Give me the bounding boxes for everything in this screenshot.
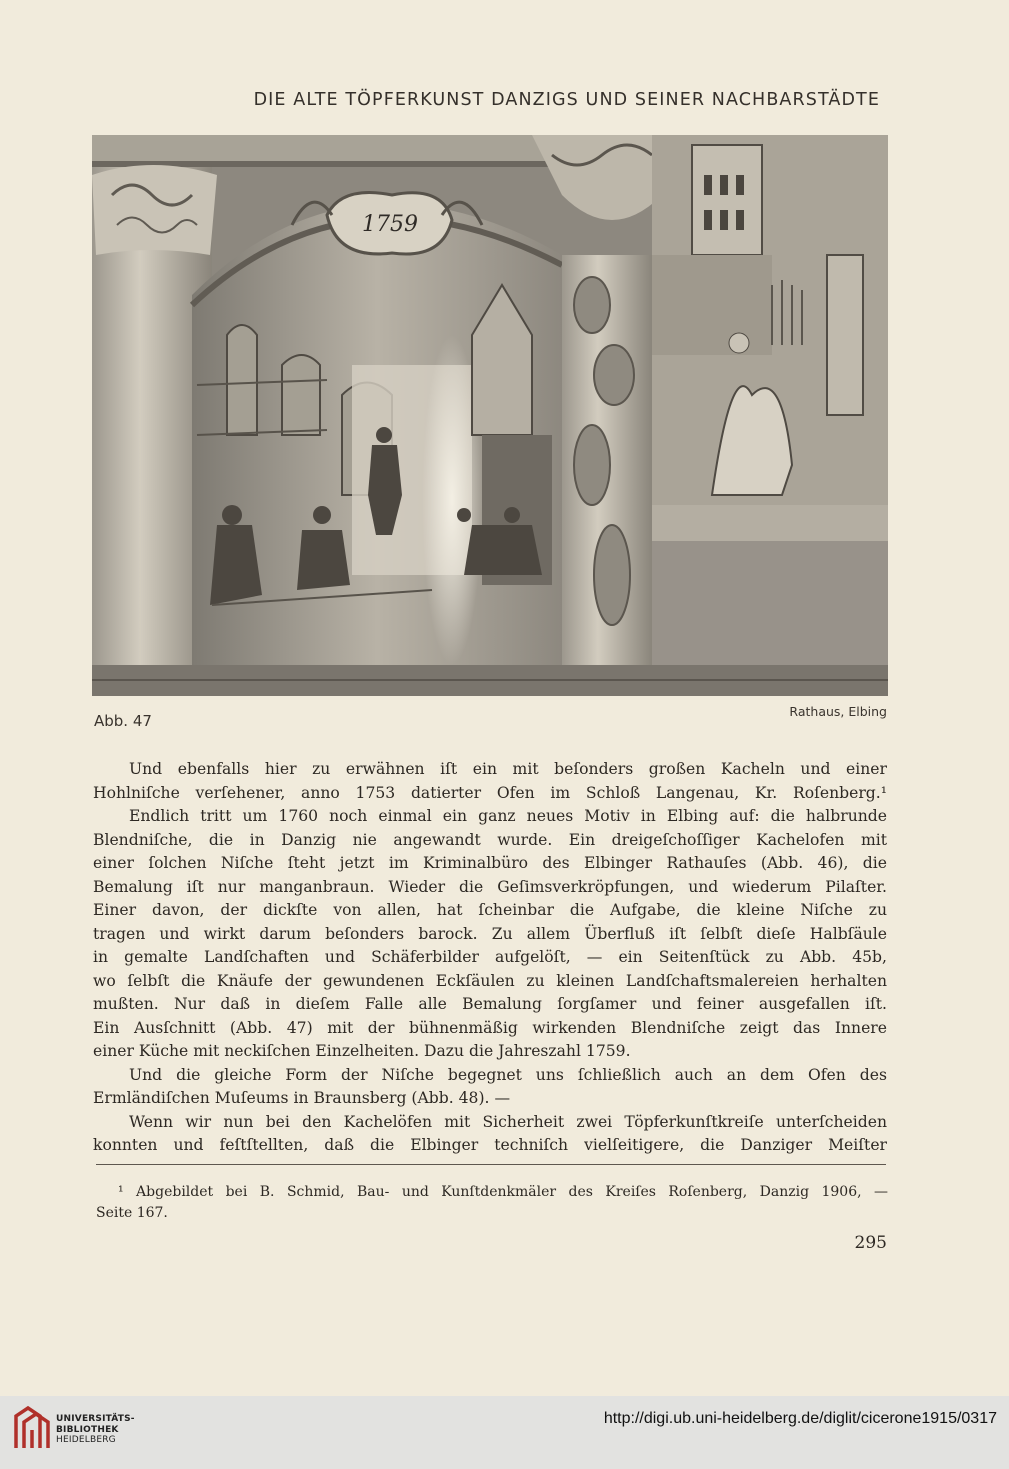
footnote-rule [96,1164,886,1165]
viewer-footer [0,1396,1009,1469]
text-line: wo ſelbſt die Knäufe der gewundenen Eckſäulen zu kleinen Landſchaftsmalereien herhalten [93,971,887,990]
text-line: Wenn wir nun bei den Kachelöfen mit Sicherheit zwei Töpferkunſtkreiſe unterſcheiden [129,1112,887,1131]
permalink-url[interactable]: http://digi.ub.uni-heidelberg.de/diglit/cicerone1915/0317 [603,1410,997,1427]
text-line: Und ebenfalls hier zu erwähnen iſt ein mit beſonders großen Kacheln und einer [129,760,887,778]
footnote [96,1182,888,1224]
text-line: Endlich tritt um 1760 noch einmal ein ganz neues Motiv in Elbing auf: die halbrunde [129,807,887,825]
text-line: Einer davon, der dickſte von allen, hat ſcheinbar die Aufgabe, die kleine Niſche zu [93,901,887,919]
library-name-line: UNIVERSITÄTS- [56,1414,135,1424]
body-text [93,758,887,1158]
library-name-line: HEIDELBERG [56,1435,116,1445]
library-name-line: BIBLIOTHEK [56,1424,119,1435]
text-line: mußten. Nur daß in dieſem Falle alle Bemalung ſorgſamer und feiner ausgefallen iſt. [93,995,887,1013]
text-line: Hohlniſche verſehener, anno 1753 datierter Ofen im Schloß Langenau, Kr. Roſenberg.¹ [93,783,887,802]
page-number: 295 [854,1233,887,1253]
text-line: Bemalung iſt nur manganbraun. Wieder die Geſimsverkröpfungen, und wiederum Pilaſter. [93,877,887,896]
footnote-line: Seite 167. [96,1205,168,1221]
cartouche-year: 1759 [362,212,418,237]
figure-photo-stove-niche [92,135,888,696]
running-head: DIE ALTE TÖPFERKUNST DANZIGS UND SEINER NACHBARSTÄDTE [253,90,880,110]
text-line: einer Küche mit neckiſchen Einzelheiten. Dazu die Jahreszahl 1759. [93,1042,631,1060]
text-line: einer ſolchen Niſche ſteht jetzt im Kriminalbüro des Elbinger Rathauſes (Abb. 46), die [93,854,887,872]
figure-credit: Rathaus, Elbing [789,704,887,719]
library-logo-icon [10,1404,54,1452]
text-line: Und die gleiche Form der Niſche begegnet uns ſchließlich auch an dem Ofen des [129,1065,887,1084]
text-line: Ermländiſchen Muſeums in Braunsberg (Abb. 48). — [93,1089,511,1107]
stove-niche-illustration [92,135,888,696]
figure-label: Abb. 47 [94,712,152,730]
text-line: konnten und feſtſtellten, daß die Elbinger techniſch vielſeitigere, die Danziger Meiſter [93,1136,887,1154]
text-line: tragen und wirkt darum beſonders barock. Zu allem Überfluß iſt ſelbſt dieſe Halbſäule [93,924,887,943]
footnote-line: ¹ Abgebildet bei B. Schmid, Bau- und Kunſtdenkmäler des Kreiſes Roſenberg, Danzig 1906, — [118,1184,888,1200]
library-name [56,1414,135,1446]
text-line: Blendniſche, die in Danzig nie angewandt wurde. Ein dreigeſchoſſiger Kachelofen mit [93,830,887,849]
text-line: in gemalte Landſchaften und Schäferbilder aufgelöſt, — ein Seitenſtück zu Abb. 45b, [93,948,887,966]
text-line: Ein Ausſchnitt (Abb. 47) mit der bühnenmäßig wirkenden Blendniſche zeigt das Innere [93,1018,887,1037]
